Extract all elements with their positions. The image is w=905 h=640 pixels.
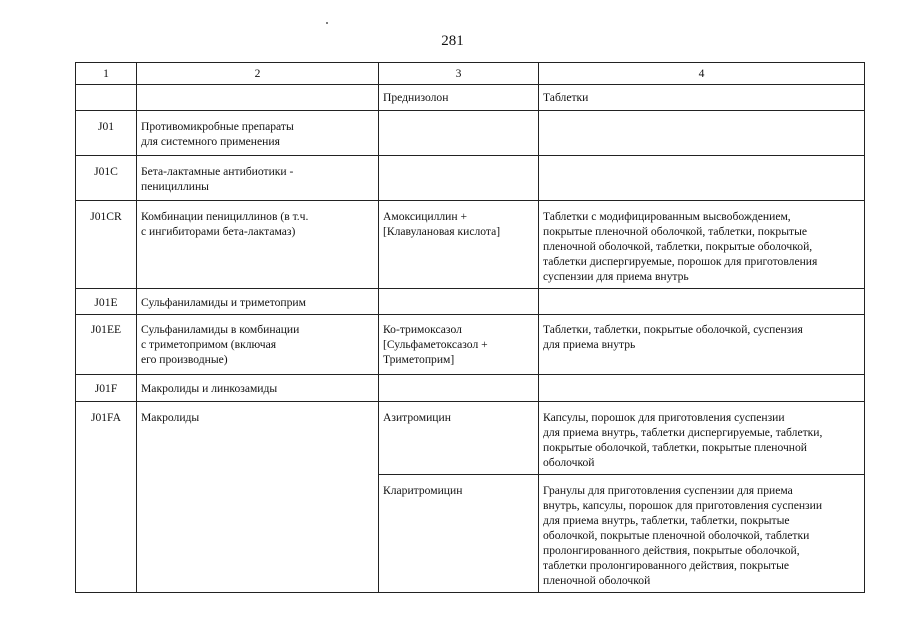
dosage-forms-cell <box>539 156 865 201</box>
atc-code-cell: J01FA <box>76 402 137 593</box>
table-row <box>76 85 865 111</box>
table-row <box>76 201 865 289</box>
dosage-forms-cell: Капсулы, порошок для приготовления суспензии для приема внутрь, таблетки диспергируемые, таблетки, покрытые оболочкой, таблетки, покрытые пленочной оболочкой <box>539 402 865 475</box>
atc-code-cell: J01EE <box>76 315 137 375</box>
dosage-forms-cell: Таблетки <box>539 85 865 111</box>
dosage-forms-cell: Таблетки с модифицированным высвобождением, покрытые пленочной оболочкой, таблетки, покрытые пленочной оболочкой, таблетки, покрытые оболочкой, таблетки диспергируемые, порошок для приготовления суспензии для приема внутрь <box>539 201 865 289</box>
group-name-cell: Бета-лактамные антибиотики - пенициллины <box>137 156 379 201</box>
drug-name-cell: Ко-тримоксазол [Сульфаметоксазол + Триметоприм] <box>379 315 539 375</box>
table-row <box>76 402 865 475</box>
dosage-forms-cell: Таблетки, таблетки, покрытые оболочкой, суспензия для приема внутрь <box>539 315 865 375</box>
drug-name-cell <box>379 111 539 156</box>
drug-name-cell <box>379 375 539 402</box>
header-cell-drug: 3 <box>379 63 539 85</box>
atc-code-cell: J01E <box>76 289 137 315</box>
group-name-cell: Макролиды <box>137 402 379 593</box>
atc-code-cell: J01C <box>76 156 137 201</box>
header-cell-group: 2 <box>137 63 379 85</box>
drug-name-cell <box>379 156 539 201</box>
atc-code-cell: J01F <box>76 375 137 402</box>
group-name-cell: Сульфаниламиды и триметоприм <box>137 289 379 315</box>
dosage-forms-cell <box>539 375 865 402</box>
drug-name-cell: Азитромицин <box>379 402 539 475</box>
drug-name-cell <box>379 289 539 315</box>
group-name-cell: Комбинации пенициллинов (в т.ч. с ингибиторами бета-лактамаз) <box>137 201 379 289</box>
group-name-cell <box>137 85 379 111</box>
atc-code-cell: J01CR <box>76 201 137 289</box>
table-row <box>76 315 865 375</box>
dosage-forms-cell <box>539 111 865 156</box>
drug-name-cell: Амоксициллин + [Клавулановая кислота] <box>379 201 539 289</box>
header-cell-code: 1 <box>76 63 137 85</box>
header-cell-forms: 4 <box>539 63 865 85</box>
drug-table <box>75 62 865 593</box>
table-row <box>76 289 865 315</box>
table-row <box>76 156 865 201</box>
drug-name-cell: Кларитромицин <box>379 475 539 593</box>
dosage-forms-cell: Гранулы для приготовления суспензии для приема внутрь, капсулы, порошок для приготовления суспензии для приема внутрь, таблетки, таблетки, покрытые оболочкой, покрытые пленочной оболочкой, таблетки пролонгированного действия, покрытые оболочкой, таблетки пролонгированного действия, покрытые пленочной оболочкой <box>539 475 865 593</box>
table-header-row <box>76 63 865 85</box>
table-row <box>76 375 865 402</box>
dosage-forms-cell <box>539 289 865 315</box>
group-name-cell: Сульфаниламиды в комбинации с триметопримом (включая его производные) <box>137 315 379 375</box>
page-number: 281 <box>441 33 464 49</box>
drug-name-cell: Преднизолон <box>379 85 539 111</box>
scan-speck <box>326 22 328 24</box>
group-name-cell: Макролиды и линкозамиды <box>137 375 379 402</box>
atc-code-cell <box>76 85 137 111</box>
table-row <box>76 111 865 156</box>
atc-code-cell: J01 <box>76 111 137 156</box>
group-name-cell: Противомикробные препараты для системного применения <box>137 111 379 156</box>
